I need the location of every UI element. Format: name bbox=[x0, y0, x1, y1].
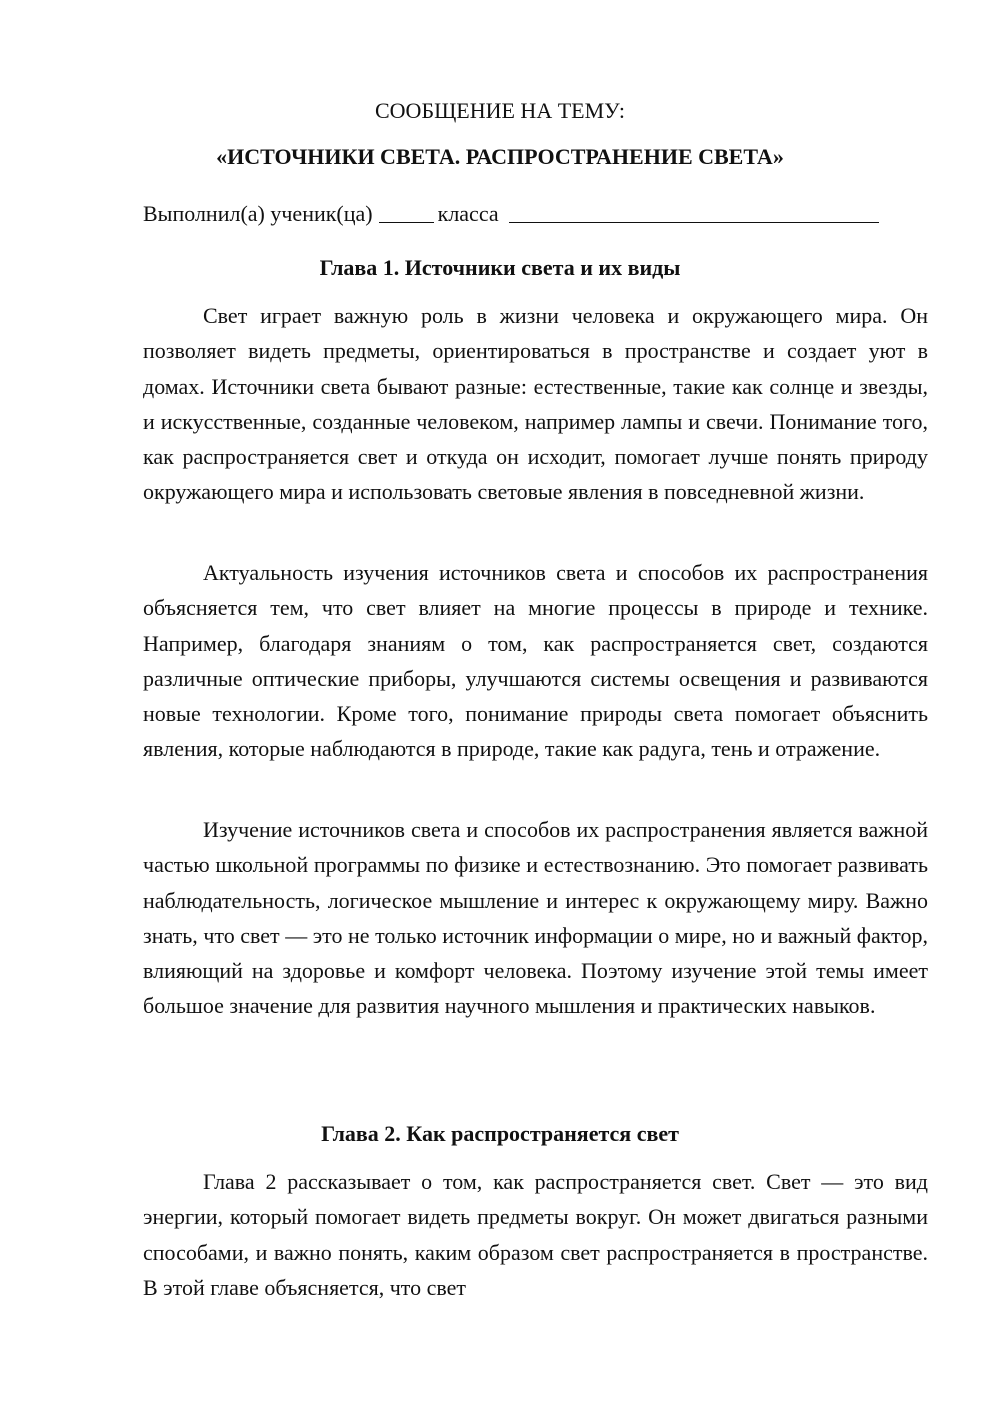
grade-blank bbox=[379, 200, 434, 223]
chapter-1-heading: Глава 1. Источники света и их виды bbox=[319, 255, 681, 280]
paragraph: Свет играет важную роль в жизни человека и окружающего мира. Он позволяет видеть предметы, ориентироваться в пространстве и создает уют в домах. Источники света бывают разные: естественные, такие как солнце и звезды, и искусственные, созданные человеком, например лампы и свечи. Понимание того, как распространяется свет и откуда он исходит, помогает лучше понять природу окружающего мира и использовать световые явления в повседневной жизни. bbox=[143, 303, 928, 505]
author-line bbox=[143, 198, 943, 228]
title-line-2: «ИСТОЧНИКИ СВЕТА. РАСПРОСТРАНЕНИЕ СВЕТА» bbox=[216, 144, 784, 169]
paragraph: Изучение источников света и способов их распространения является важной частью школьной программы по физике и естествознанию. Это помогает развивать наблюдательность, логическое мышление и интерес к окружающему миру. Важно знать, что свет — это не только источник информации о мире, но и важный фактор, влияющий на здоровье и комфорт человека. Поэтому изучение этой темы имеет большое значение для развития научного мышления и практических навыков. bbox=[143, 817, 928, 1019]
chapter-2-heading: Глава 2. Как распространяется свет bbox=[321, 1121, 679, 1146]
paragraph: Глава 2 рассказывает о том, как распространяется свет. Свет — это вид энергии, который помогает видеть предметы вокруг. Он может двигаться разными способами, и важно понять, каким образом свет распространяется в пространстве. В этой главе объясняется, что свет bbox=[143, 1169, 928, 1300]
author-class-label: класса bbox=[437, 201, 499, 226]
title-line-1: СООБЩЕНИЕ НА ТЕМУ: bbox=[375, 98, 625, 123]
name-blank bbox=[509, 200, 879, 223]
paragraph: Актуальность изучения источников света и способов их распространения объясняется тем, что свет влияет на многие процессы в природе и технике. Например, благодаря знаниям о том, как распространяется свет, создаются различные оптические приборы, улучшаются системы освещения и развиваются новые технологии. Кроме того, понимание природы света помогает объяснить явления, которые наблюдаются в природе, такие как радуга, тень и отражение. bbox=[143, 560, 928, 762]
author-prefix: Выполнил(а) ученик(ца) bbox=[143, 201, 373, 226]
